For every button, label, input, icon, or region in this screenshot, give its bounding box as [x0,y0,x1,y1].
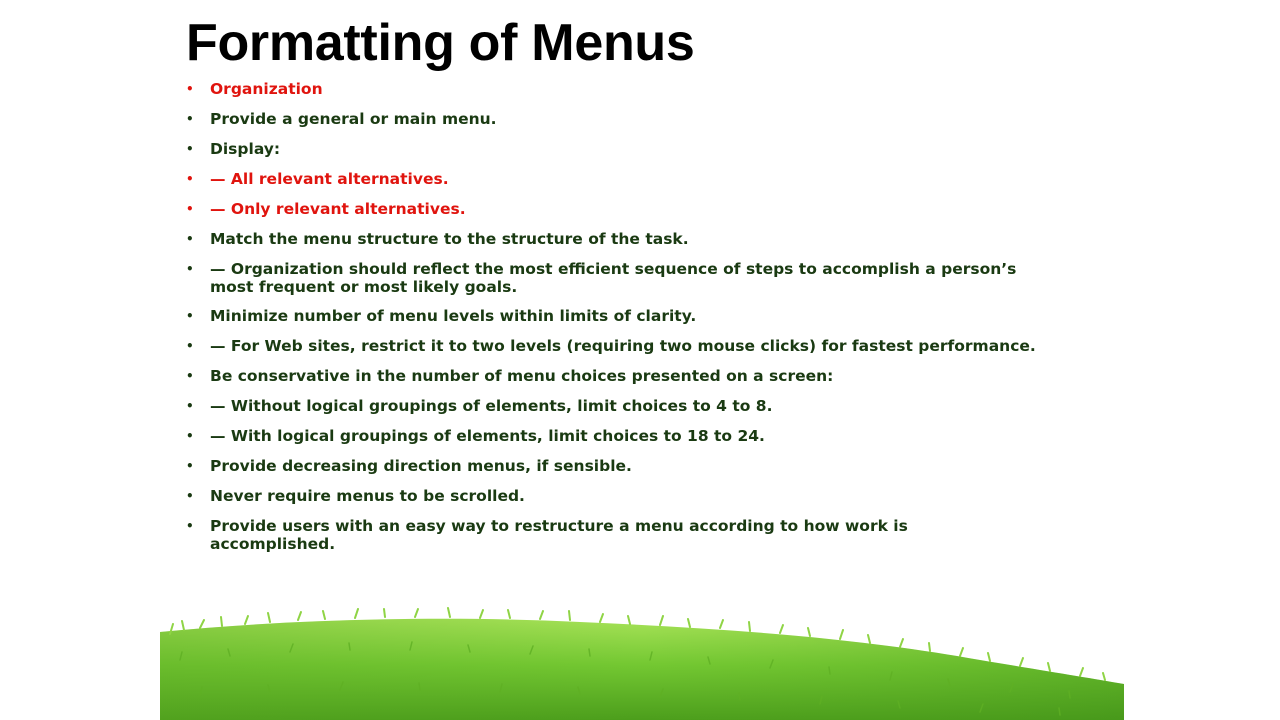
bullet-dot-icon: • [186,112,194,126]
bullet-dot-icon: • [186,309,194,323]
bullet-item [186,307,1036,325]
bullet-text: — All relevant alternatives. [210,170,449,188]
bullet-text: — Only relevant alternatives. [210,200,466,218]
bullet-text: — Without logical groupings of elements, limit choices to 4 to 8. [210,397,773,415]
bullet-text: Provide a general or main menu. [210,110,497,128]
bullet-item [186,140,1036,158]
bullet-item [186,427,1036,445]
bullet-text: Match the menu structure to the structure of the task. [210,230,689,248]
bullet-item [186,230,1036,248]
bullet-text: Minimize number of menu levels within limits of clarity. [210,307,697,325]
bullet-dot-icon: • [186,232,194,246]
bullet-list [186,80,1036,565]
bullet-dot-icon: • [186,519,194,533]
bullet-text: — Organization should reflect the most efficient sequence of steps to accomplish a person’s most frequent or most likely goals. [210,260,1017,296]
slide-title: Formatting of Menus [186,14,695,72]
bullet-dot-icon: • [186,369,194,383]
bullet-item [186,517,1036,553]
bullet-text: — With logical groupings of elements, limit choices to 18 to 24. [210,427,765,445]
bullet-dot-icon: • [186,262,194,276]
bullet-dot-icon: • [186,429,194,443]
bullet-text: — For Web sites, restrict it to two levels (requiring two mouse clicks) for fastest performance. [210,337,1036,355]
bullet-item [186,367,1036,385]
bullet-item [186,337,1036,355]
bullet-text: Never require menus to be scrolled. [210,487,525,505]
bullet-item [186,170,1036,188]
bullet-dot-icon: • [186,202,194,216]
bullet-dot-icon: • [186,459,194,473]
bullet-item [186,397,1036,415]
bullet-item [186,200,1036,218]
bullet-text: Be conservative in the number of menu choices presented on a screen: [210,367,834,385]
bullet-text: Display: [210,140,281,158]
bullet-item [186,110,1036,128]
bullet-item [186,487,1036,505]
bullet-item [186,80,1036,98]
bullet-dot-icon: • [186,339,194,353]
bullet-dot-icon: • [186,172,194,186]
bullet-text: Organization [210,80,323,98]
bullet-item [186,260,1036,296]
bullet-text: Provide decreasing direction menus, if sensible. [210,457,632,475]
bullet-dot-icon: • [186,82,194,96]
bullet-text: Provide users with an easy way to restructure a menu according to how work is accomplished. [210,517,908,553]
grass-hill-image [160,600,1124,720]
bullet-dot-icon: • [186,489,194,503]
bullet-dot-icon: • [186,399,194,413]
bullet-item [186,457,1036,475]
bullet-dot-icon: • [186,142,194,156]
